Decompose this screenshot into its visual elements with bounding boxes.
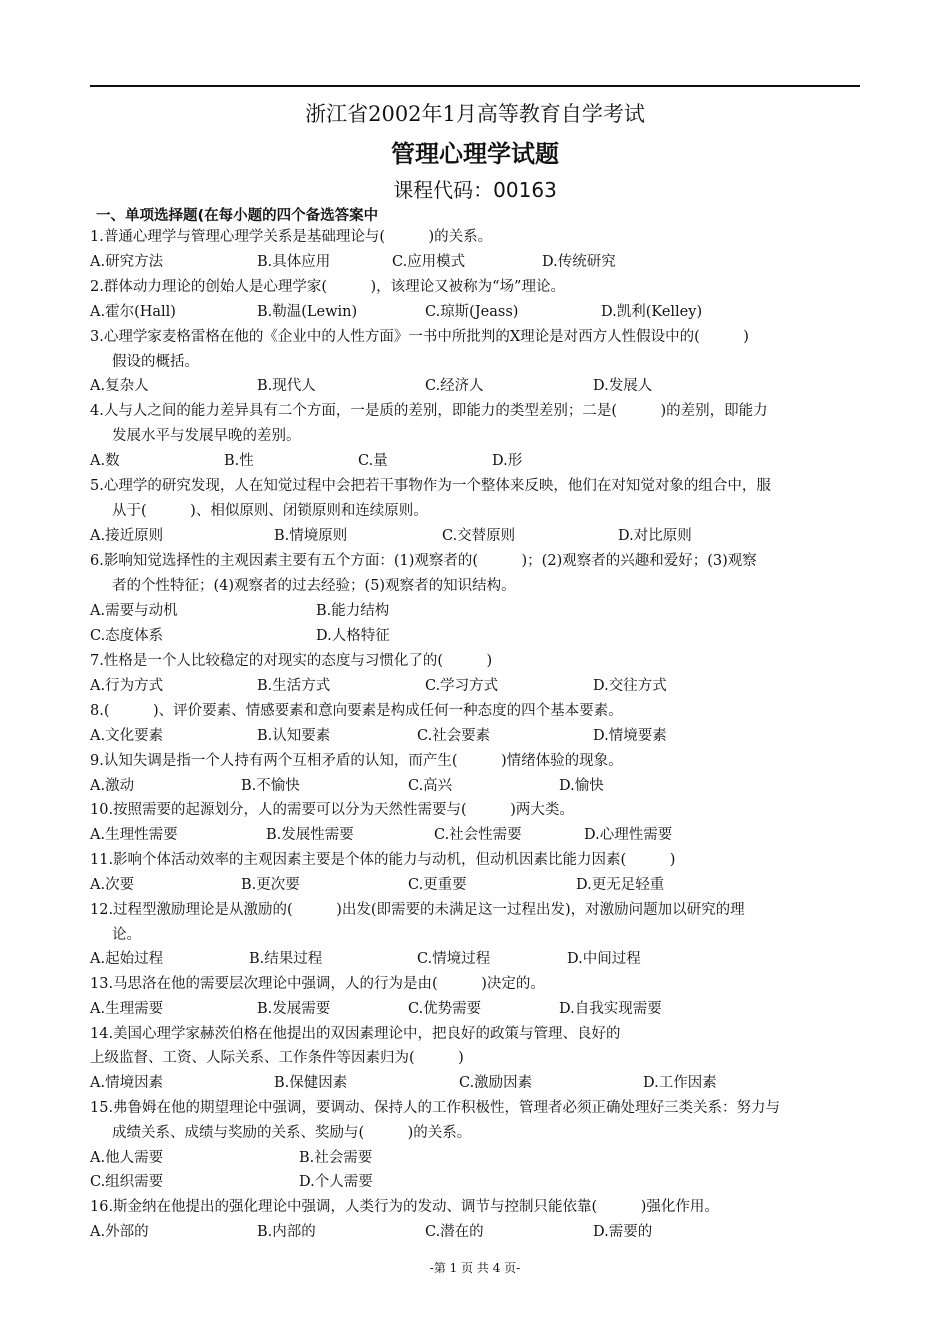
option: D.传统研究 bbox=[542, 254, 616, 270]
option: D.人格特征 bbox=[316, 628, 390, 644]
question-text: 7.性格是一个人比较稳定的对现实的态度与习惯化了的( ) bbox=[90, 653, 493, 669]
option: D.工作因素 bbox=[643, 1075, 717, 1091]
option: B.生活方式 bbox=[257, 678, 331, 694]
option: A.生理性需要 bbox=[90, 827, 178, 843]
option: D.个人需要 bbox=[299, 1174, 373, 1190]
option: B.能力结构 bbox=[316, 603, 390, 619]
option: A.霍尔(Hall) bbox=[90, 304, 176, 320]
question-text: 8.( )、评价要素、情感要素和意向要素是构成任何一种态度的四个基本要素。 bbox=[90, 703, 623, 719]
section-title: 一、单项选择题(在每小题的四个备选答案中 bbox=[96, 208, 379, 224]
option: C.交替原则 bbox=[442, 528, 516, 544]
option: C.态度体系 bbox=[90, 628, 164, 644]
question-text: 12.过程型激励理论是从激励的( )出发(即需要的未满足这一过程出发)，对激励问题加以研究的理 bbox=[90, 902, 745, 918]
top-rule bbox=[90, 85, 860, 87]
option: A.行为方式 bbox=[90, 678, 164, 694]
option: C.更重要 bbox=[408, 877, 467, 893]
option: C.优势需要 bbox=[408, 1001, 482, 1017]
page-footer: -第 1 页 共 4 页- bbox=[429, 1261, 521, 1275]
question-text: 9.认知失调是指一个人持有两个互相矛盾的认知，而产生( )情绪体验的现象。 bbox=[90, 753, 623, 769]
option: D.心理性需要 bbox=[584, 827, 673, 843]
question-text: 13.马思洛在他的需要层次理论中强调，人的行为是由( )决定的。 bbox=[90, 976, 545, 992]
course-code: 课程代码：00163 bbox=[393, 178, 557, 202]
option: C.应用模式 bbox=[392, 254, 466, 270]
option: D.中间过程 bbox=[567, 951, 641, 967]
option: C.量 bbox=[358, 453, 388, 469]
option: D.发展人 bbox=[593, 378, 653, 394]
option: C.琼斯(Jeass) bbox=[425, 304, 519, 320]
question-text: 2.群体动力理论的创始人是心理学家( )，该理论又被称为“场”理论。 bbox=[90, 279, 565, 295]
option: B.情境原则 bbox=[274, 528, 348, 544]
option: B.认知要素 bbox=[257, 728, 331, 744]
option: C.组织需要 bbox=[90, 1174, 164, 1190]
option: B.发展性需要 bbox=[266, 827, 354, 843]
option: B.不愉快 bbox=[241, 778, 300, 794]
option: A.次要 bbox=[90, 877, 135, 893]
option: B.具体应用 bbox=[257, 254, 331, 270]
option: B.性 bbox=[224, 453, 254, 469]
option: D.凯利(Kelley) bbox=[601, 304, 703, 320]
option: B.结果过程 bbox=[249, 951, 323, 967]
option: D.对比原则 bbox=[618, 528, 692, 544]
option: C.激励因素 bbox=[459, 1075, 533, 1091]
question-text: 3.心理学家麦格雷格在他的《企业中的人性方面》一书中所批判的X理论是对西方人性假设中的( ) bbox=[90, 329, 749, 345]
option: C.社会要素 bbox=[417, 728, 491, 744]
option: B.内部的 bbox=[257, 1224, 316, 1240]
option: A.情境因素 bbox=[90, 1075, 164, 1091]
question-text: 16.斯金纳在他提出的强化理论中强调，人类行为的发动、调节与控制只能依靠( )强化作用。 bbox=[90, 1199, 719, 1215]
option: B.社会需要 bbox=[299, 1150, 373, 1166]
option: A.需要与动机 bbox=[90, 603, 178, 619]
option: D.愉快 bbox=[559, 778, 604, 794]
question-text: 11.影响个体活动效率的主观因素主要是个体的能力与动机，但动机因素比能力因素( ) bbox=[90, 852, 676, 868]
option: A.他人需要 bbox=[90, 1150, 164, 1166]
option: A.复杂人 bbox=[90, 378, 149, 394]
option: C.情境过程 bbox=[417, 951, 491, 967]
option: B.发展需要 bbox=[257, 1001, 331, 1017]
question-text: 14.美国心理学家赫茨伯格在他提出的双因素理论中，把良好的政策与管理、良好的 bbox=[90, 1026, 621, 1042]
option: D.形 bbox=[492, 453, 523, 469]
option: B.更次要 bbox=[241, 877, 300, 893]
exam-title: 浙江省2002年1月高等教育自学考试 bbox=[305, 102, 645, 126]
option: C.学习方式 bbox=[425, 678, 499, 694]
option: B.保健因素 bbox=[274, 1075, 348, 1091]
question-text: 4.人与人之间的能力差异具有二个方面，一是质的差别，即能力的类型差别；二是( )的差别，即能力 bbox=[90, 403, 768, 419]
option: D.自我实现需要 bbox=[559, 1001, 662, 1017]
option: A.数 bbox=[90, 453, 120, 469]
option: A.文化要素 bbox=[90, 728, 164, 744]
option: D.交往方式 bbox=[593, 678, 667, 694]
question-text: 1.普通心理学与管理心理学关系是基础理论与( )的关系。 bbox=[90, 229, 493, 245]
option: B.现代人 bbox=[257, 378, 316, 394]
option: A.起始过程 bbox=[90, 951, 164, 967]
question-text: 论。 bbox=[112, 927, 141, 943]
question-text: 6.影响知觉选择性的主观因素主要有五个方面：(1)观察者的( )；(2)观察者的兴趣和爱好；(3)观察 bbox=[90, 553, 757, 569]
option: B.勒温(Lewin) bbox=[257, 304, 358, 320]
option: D.需要的 bbox=[593, 1224, 653, 1240]
question-text: 者的个性特征；(4)观察者的过去经验；(5)观察者的知识结构。 bbox=[112, 578, 516, 594]
option: D.情境要素 bbox=[593, 728, 667, 744]
option: C.潜在的 bbox=[425, 1224, 484, 1240]
question-text: 15.弗鲁姆在他的期望理论中强调，要调动、保持人的工作积极性，管理者必须正确处理好三类关系：努力与 bbox=[90, 1100, 781, 1116]
option: A.激动 bbox=[90, 778, 135, 794]
question-text: 成绩关系、成绩与奖励的关系、奖励与( )的关系。 bbox=[112, 1125, 472, 1141]
option: C.高兴 bbox=[408, 778, 453, 794]
question-text: 从于( )、相似原则、闭锁原则和连续原则。 bbox=[112, 503, 428, 519]
option: C.经济人 bbox=[425, 378, 484, 394]
question-text: 5.心理学的研究发现，人在知觉过程中会把若干事物作为一个整体来反映，他们在对知觉对象的组合中，服 bbox=[90, 478, 771, 494]
option: A.外部的 bbox=[90, 1224, 149, 1240]
question-text: 上级监督、工资、人际关系、工作条件等因素归为( ) bbox=[90, 1050, 464, 1066]
option: A.接近原则 bbox=[90, 528, 164, 544]
question-text: 10.按照需要的起源划分，人的需要可以分为天然性需要与( )两大类。 bbox=[90, 802, 574, 818]
question-text: 假设的概括。 bbox=[112, 354, 199, 370]
option: C.社会性需要 bbox=[434, 827, 522, 843]
question-text: 发展水平与发展早晚的差别。 bbox=[112, 428, 301, 444]
exam-subtitle: 管理心理学试题 bbox=[391, 140, 559, 168]
option: D.更无足轻重 bbox=[576, 877, 665, 893]
option: A.生理需要 bbox=[90, 1001, 164, 1017]
option: A.研究方法 bbox=[90, 254, 164, 270]
